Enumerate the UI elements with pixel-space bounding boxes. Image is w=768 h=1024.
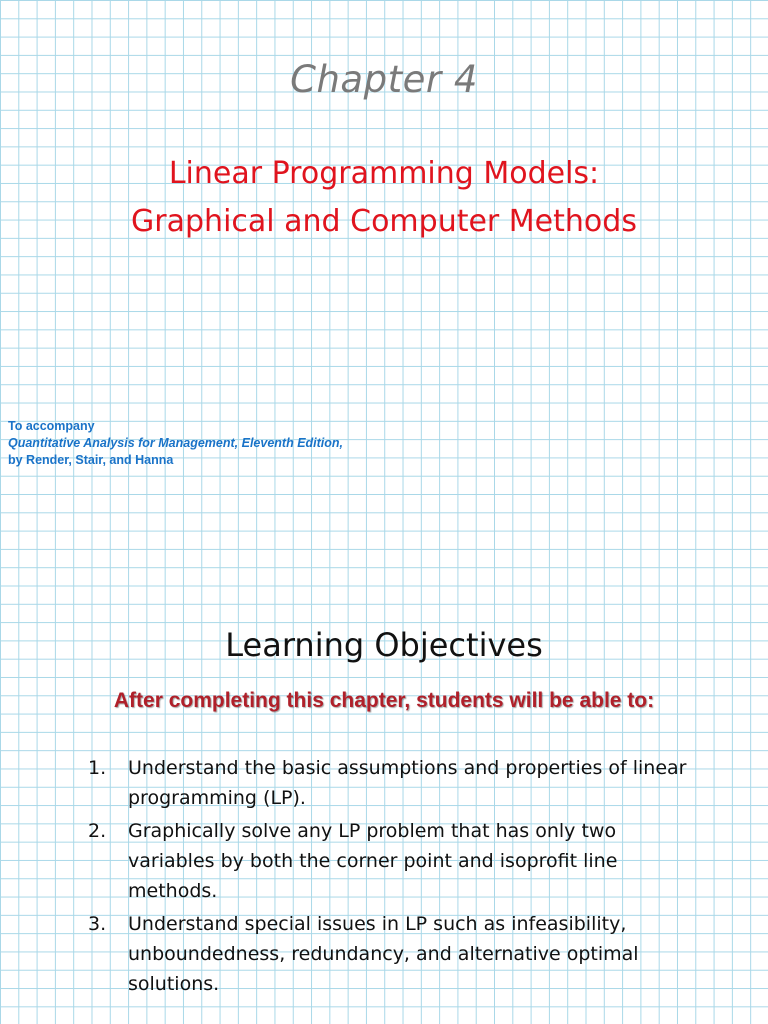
list-item [88,753,708,813]
slide-title: Learning Objectives [225,626,543,664]
list-item [88,909,708,999]
main-title-line-1: Linear Programming Models: [168,156,600,191]
list-item-number: 3. [88,913,107,935]
list-item [88,816,708,906]
list-item-text: Understand special issues in LP such as infeasibility, unboundedness, redundancy, and alternative optimal solutions. [128,913,639,995]
list-item-text: Graphically solve any LP problem that has only two variables by both the corner point and isoprofit line methods. [128,820,618,902]
slide-subtitle: After completing this chapter, students will be able to: [113,689,655,712]
main-title-line-2: Graphical and Computer Methods [131,204,637,239]
accompany-authors: by Render, Stair, and Hanna [8,453,174,467]
objectives-list [88,753,708,1002]
chapter-title: Chapter 4 [290,58,478,101]
accompany-book-title: Quantitative Analysis for Management, Eleventh Edition, [8,436,344,450]
list-item-text: Understand the basic assumptions and properties of linear programming (LP). [128,757,687,809]
list-item-number: 1. [88,757,107,779]
accompany-note [8,418,343,469]
main-title [0,150,768,246]
learning-objectives-slide [0,600,768,1024]
list-item-number: 2. [88,820,107,842]
accompany-line-1: To accompany [8,419,95,433]
